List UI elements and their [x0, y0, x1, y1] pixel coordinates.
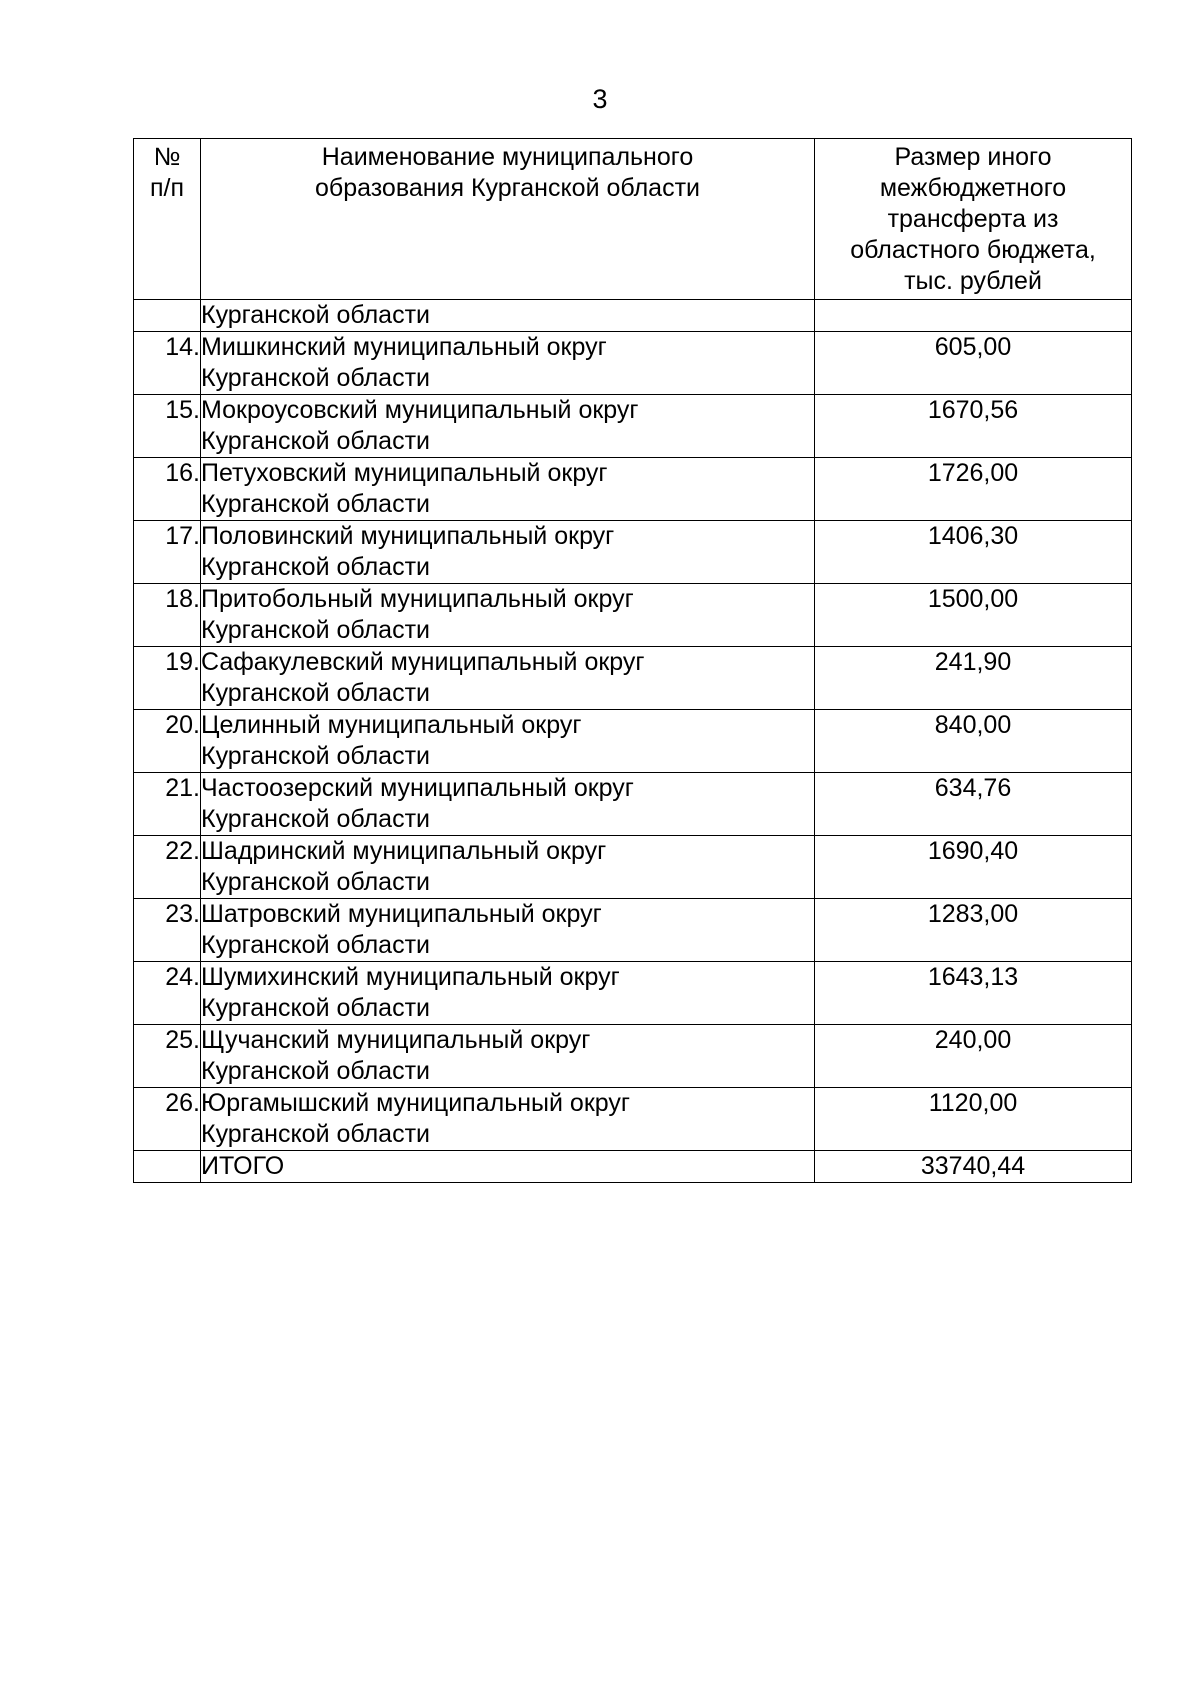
cell-amount: 840,00: [815, 710, 1132, 773]
cell-name: [201, 962, 815, 1025]
cell-amount: 1726,00: [815, 458, 1132, 521]
cell-amount: 241,90: [815, 647, 1132, 710]
name-line: Курганской области: [201, 994, 431, 1022]
total-amount: 33740,44: [815, 1151, 1132, 1183]
cell-name: [201, 395, 815, 458]
header-amount-line: областного бюджета,: [850, 236, 1096, 264]
total-label: ИТОГО: [201, 1151, 815, 1183]
name-line: Мишкинский муниципальный округ: [201, 333, 607, 361]
name-line: Сафакулевский муниципальный округ: [201, 648, 645, 676]
cell-name: [201, 836, 815, 899]
cell-number: 15.: [134, 395, 201, 458]
cell-amount: 605,00: [815, 332, 1132, 395]
name-line: Курганской области: [201, 742, 431, 770]
cell-amount: 1643,13: [815, 962, 1132, 1025]
cell-number: 23.: [134, 899, 201, 962]
name-line: Частоозерский муниципальный округ: [201, 774, 634, 802]
cell-number: 22.: [134, 836, 201, 899]
cell-name: [201, 773, 815, 836]
cell-name: [201, 521, 815, 584]
name-line: Курганской области: [201, 868, 431, 896]
cell-name: [201, 1025, 815, 1088]
header-name-line: Наименование муниципального: [321, 143, 694, 171]
cell-number: 26.: [134, 1088, 201, 1151]
table-row: [134, 1025, 1132, 1088]
header-amount-line: трансферта из: [887, 205, 1059, 233]
header-number-line: №: [153, 143, 181, 171]
cell-number: 24.: [134, 962, 201, 1025]
header-amount-line: межбюджетного: [879, 174, 1067, 202]
table-row: [134, 899, 1132, 962]
header-name: [201, 139, 815, 300]
header-number-line: п/п: [149, 174, 185, 202]
table-row: [134, 773, 1132, 836]
table-row: [134, 458, 1132, 521]
cell-number: 17.: [134, 521, 201, 584]
cell-name: [201, 899, 815, 962]
name-line: Курганской области: [201, 364, 431, 392]
table-row: [134, 647, 1132, 710]
table-row: [134, 332, 1132, 395]
table-row: [134, 962, 1132, 1025]
name-line: Петуховский муниципальный округ: [201, 459, 608, 487]
continuation-row: [134, 300, 1132, 332]
name-line: Курганской области: [201, 553, 431, 581]
cell-number: 14.: [134, 332, 201, 395]
name-line: Курганской области: [201, 616, 431, 644]
header-amount: [815, 139, 1132, 300]
name-line: Притобольный муниципальный округ: [201, 585, 634, 613]
cell-number: 16.: [134, 458, 201, 521]
page-number: 3: [592, 84, 608, 114]
table-row: [134, 710, 1132, 773]
cell-name: [201, 710, 815, 773]
cell-amount: 1670,56: [815, 395, 1132, 458]
cell-number: 20.: [134, 710, 201, 773]
name-line: Курганской области: [201, 427, 431, 455]
name-line: Курганской области: [201, 805, 431, 833]
cell-number: 21.: [134, 773, 201, 836]
transfer-table: [133, 138, 1132, 1183]
header-number: [134, 139, 201, 300]
cell-name: Курганской области: [201, 300, 815, 332]
cell-number: 18.: [134, 584, 201, 647]
name-line: Курганской области: [201, 1120, 431, 1148]
cell-amount: 1406,30: [815, 521, 1132, 584]
table-row: [134, 395, 1132, 458]
table-row: [134, 521, 1132, 584]
table-header-row: [134, 139, 1132, 300]
cell-amount: 1500,00: [815, 584, 1132, 647]
header-amount-line: Размер иного: [894, 143, 1052, 171]
name-line: Половинский муниципальный округ: [201, 522, 615, 550]
cell-name: [201, 1088, 815, 1151]
cell-amount: 1690,40: [815, 836, 1132, 899]
name-line: Курганской области: [201, 490, 431, 518]
cell-number: 25.: [134, 1025, 201, 1088]
cell-name: [201, 584, 815, 647]
table-row: [134, 1088, 1132, 1151]
name-line: Курганской области: [201, 1057, 431, 1085]
name-line: Шумихинский муниципальный округ: [201, 963, 620, 991]
cell-amount: 1120,00: [815, 1088, 1132, 1151]
table-row: [134, 584, 1132, 647]
name-line: Курганской области: [201, 679, 431, 707]
name-line: Мокроусовский муниципальный округ: [201, 396, 639, 424]
name-line: Шатровский муниципальный округ: [201, 900, 602, 928]
cell-name: [201, 332, 815, 395]
table-row: [134, 836, 1132, 899]
cell-number: [134, 1151, 201, 1183]
cell-amount: 240,00: [815, 1025, 1132, 1088]
name-line: Щучанский муниципальный округ: [201, 1026, 591, 1054]
cell-name: [201, 458, 815, 521]
header-name-line: образования Курганской области: [315, 174, 700, 202]
cell-number: [134, 300, 201, 332]
cell-number: 19.: [134, 647, 201, 710]
name-line: Курганской области: [201, 931, 431, 959]
total-row: [134, 1151, 1132, 1183]
cell-amount: [815, 300, 1132, 332]
cell-name: [201, 647, 815, 710]
name-line: Шадринский муниципальный округ: [201, 837, 607, 865]
name-line: Юргамышский муниципальный округ: [201, 1089, 631, 1117]
cell-amount: 634,76: [815, 773, 1132, 836]
cell-amount: 1283,00: [815, 899, 1132, 962]
header-amount-line: тыс. рублей: [904, 267, 1042, 295]
name-line: Целинный муниципальный округ: [201, 711, 582, 739]
